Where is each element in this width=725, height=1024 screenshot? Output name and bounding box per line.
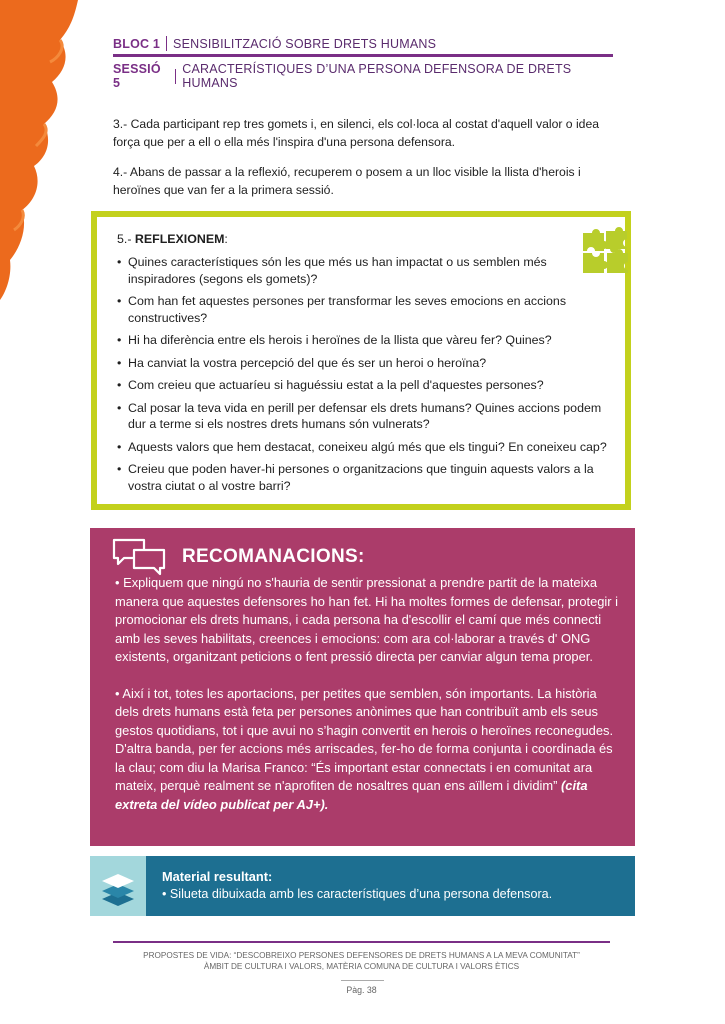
header-rule [113, 54, 613, 57]
reflexionem-question-list [117, 254, 617, 500]
citation-text: (cita extreta del vídeo publicat per AJ+). [115, 778, 588, 812]
material-title: Material resultant: [162, 869, 273, 884]
step-4-text: 4.- Abans de passar a la reflexió, recuperem o posem a un lloc visible la llista d'herois i heroïnes que van fer a la primera sessió. [113, 165, 581, 197]
question-text: Com creieu que actuaríeu si haguéssiu estat a la pell d'aquestes persones? [128, 378, 544, 392]
bloc-header [113, 36, 613, 51]
bloc-tag: BLOC 1 [113, 36, 161, 51]
bullet: • [117, 439, 122, 454]
page-number: Pàg. 38 [346, 985, 377, 995]
reflexionem-colon: : [224, 232, 228, 246]
question-text: Quines característiques són les que més us han impactat o us semblen més inspiradores (segons els gomets)? [128, 255, 547, 286]
reflexionem-number: 5.- [117, 232, 135, 246]
orange-brush-decoration [0, 0, 82, 310]
page-number-rule [341, 980, 384, 981]
question-text: Aquests valors que hem destacat, coneixeu algú més que els tingui? En coneixeu cap? [128, 439, 607, 454]
layers-icon-box [90, 856, 146, 916]
reflexionem-heading: REFLEXIONEM [134, 232, 225, 246]
list-item [117, 461, 617, 494]
bullet: • [117, 255, 122, 269]
sessio-tag: SESSIÓ 5 [113, 62, 161, 90]
bullet: • [117, 462, 122, 476]
footer-line-1: PROPOSTES DE VIDA: “DESCOBREIXO PERSONES DEFENSORES DE DRETS HUMANS A LA MEVA COMUNITAT” [143, 951, 580, 960]
list-item [117, 293, 617, 326]
page-footer [113, 950, 610, 972]
layers-icon [90, 856, 146, 916]
bullet: • [117, 355, 122, 370]
list-item [117, 377, 617, 394]
recomanacions-paragraph-2 [115, 685, 623, 815]
recomanacions-body [115, 574, 623, 832]
bullet: • [117, 378, 122, 392]
speech-bubbles-icon [112, 538, 166, 576]
question-text: Creieu que poden haver-hi persones o organitzacions que tinguin aquests valors a la vostra ciutat o al vostre barri? [128, 462, 594, 493]
question-text: Ha canviat la vostra percepció del que és ser un heroi o heroïna? [128, 355, 487, 370]
reflexionem-title [117, 232, 228, 246]
recomanacions-title: RECOMANACIONS: [182, 546, 365, 567]
header-separator [175, 69, 176, 84]
footer-line-2: ÀMBIT DE CULTURA I VALORS, MATÈRIA COMUNA DE CULTURA I VALORS ÈTICS [203, 962, 520, 971]
sessio-header [113, 62, 613, 90]
material-resultant-box [90, 856, 635, 916]
footer-rule [113, 941, 610, 943]
question-text: Cal posar la teva vida en perill per defensar els drets humans? Quines accions podem dur a terme si els nostres drets humans són vulnerats? [128, 400, 602, 431]
bloc-title: SENSIBILITZACIÓ SOBRE DRETS HUMANS [173, 36, 437, 51]
list-item [117, 400, 617, 433]
sessio-title: CARACTERÍSTIQUES D’UNA PERSONA DEFENSORA DE DRETS HUMANS [182, 62, 572, 90]
header-separator [166, 36, 167, 51]
bullet: • [117, 294, 122, 308]
list-item [117, 439, 617, 456]
list-item [117, 254, 617, 287]
recomanacions-paragraph-2-text: • Així i tot, totes les aportacions, per petites que semblen, són importants. La història dels drets humans està feta per persones anònimes que han contribuït amb els seus gestos quotidians, tot i que avui no s’hagin convertit en herois o heroïnes reconegudes. D'altra banda, per fer accions més arriscades, fer-ho de forma conjunta i coordinada és la clau; com diu la Marisa Franco: “És important estar connectats i en comunitat ara mateix, perquè realment se n'aprofiten de nosaltres quan ens aïllem i dividim” [115, 685, 614, 793]
step-3-text: 3.- Cada participant rep tres gomets i, en silenci, els col·loca al costat d'aquell valor o idea força que per a ell o ella més l'inspira d'una persona defensora. [113, 117, 600, 149]
reflexionem-box [91, 211, 631, 510]
recomanacions-paragraph-1: • Expliquem que ningú no s'hauria de sentir pressionat a prendre partit de la mateixa manera que aquestes defensores ho han fet. Hi ha moltes formes de defensar, protegir i promocionar els drets humans, i cada persona ha d'escollir el camí que més connecti amb les seves habilitats, creences i emocions: com ara col·laborar a través d' ONG existents, organitzant peticions o fent pressió directa per canviar algun tema proper. [115, 575, 619, 664]
bullet: • [117, 400, 122, 415]
bullet: • [117, 333, 122, 347]
question-text: Com han fet aquestes persones per transformar les seves emocions en accions constructives? [128, 294, 567, 325]
list-item [117, 355, 617, 372]
question-text: Hi ha diferència entre els herois i heroïnes de la llista que vàreu fer? Quines? [128, 333, 552, 347]
material-description: • Silueta dibuixada amb les característiques d’una persona defensora. [162, 887, 553, 901]
page-header [113, 36, 613, 90]
list-item [117, 332, 617, 349]
recomanacions-box [90, 528, 635, 846]
